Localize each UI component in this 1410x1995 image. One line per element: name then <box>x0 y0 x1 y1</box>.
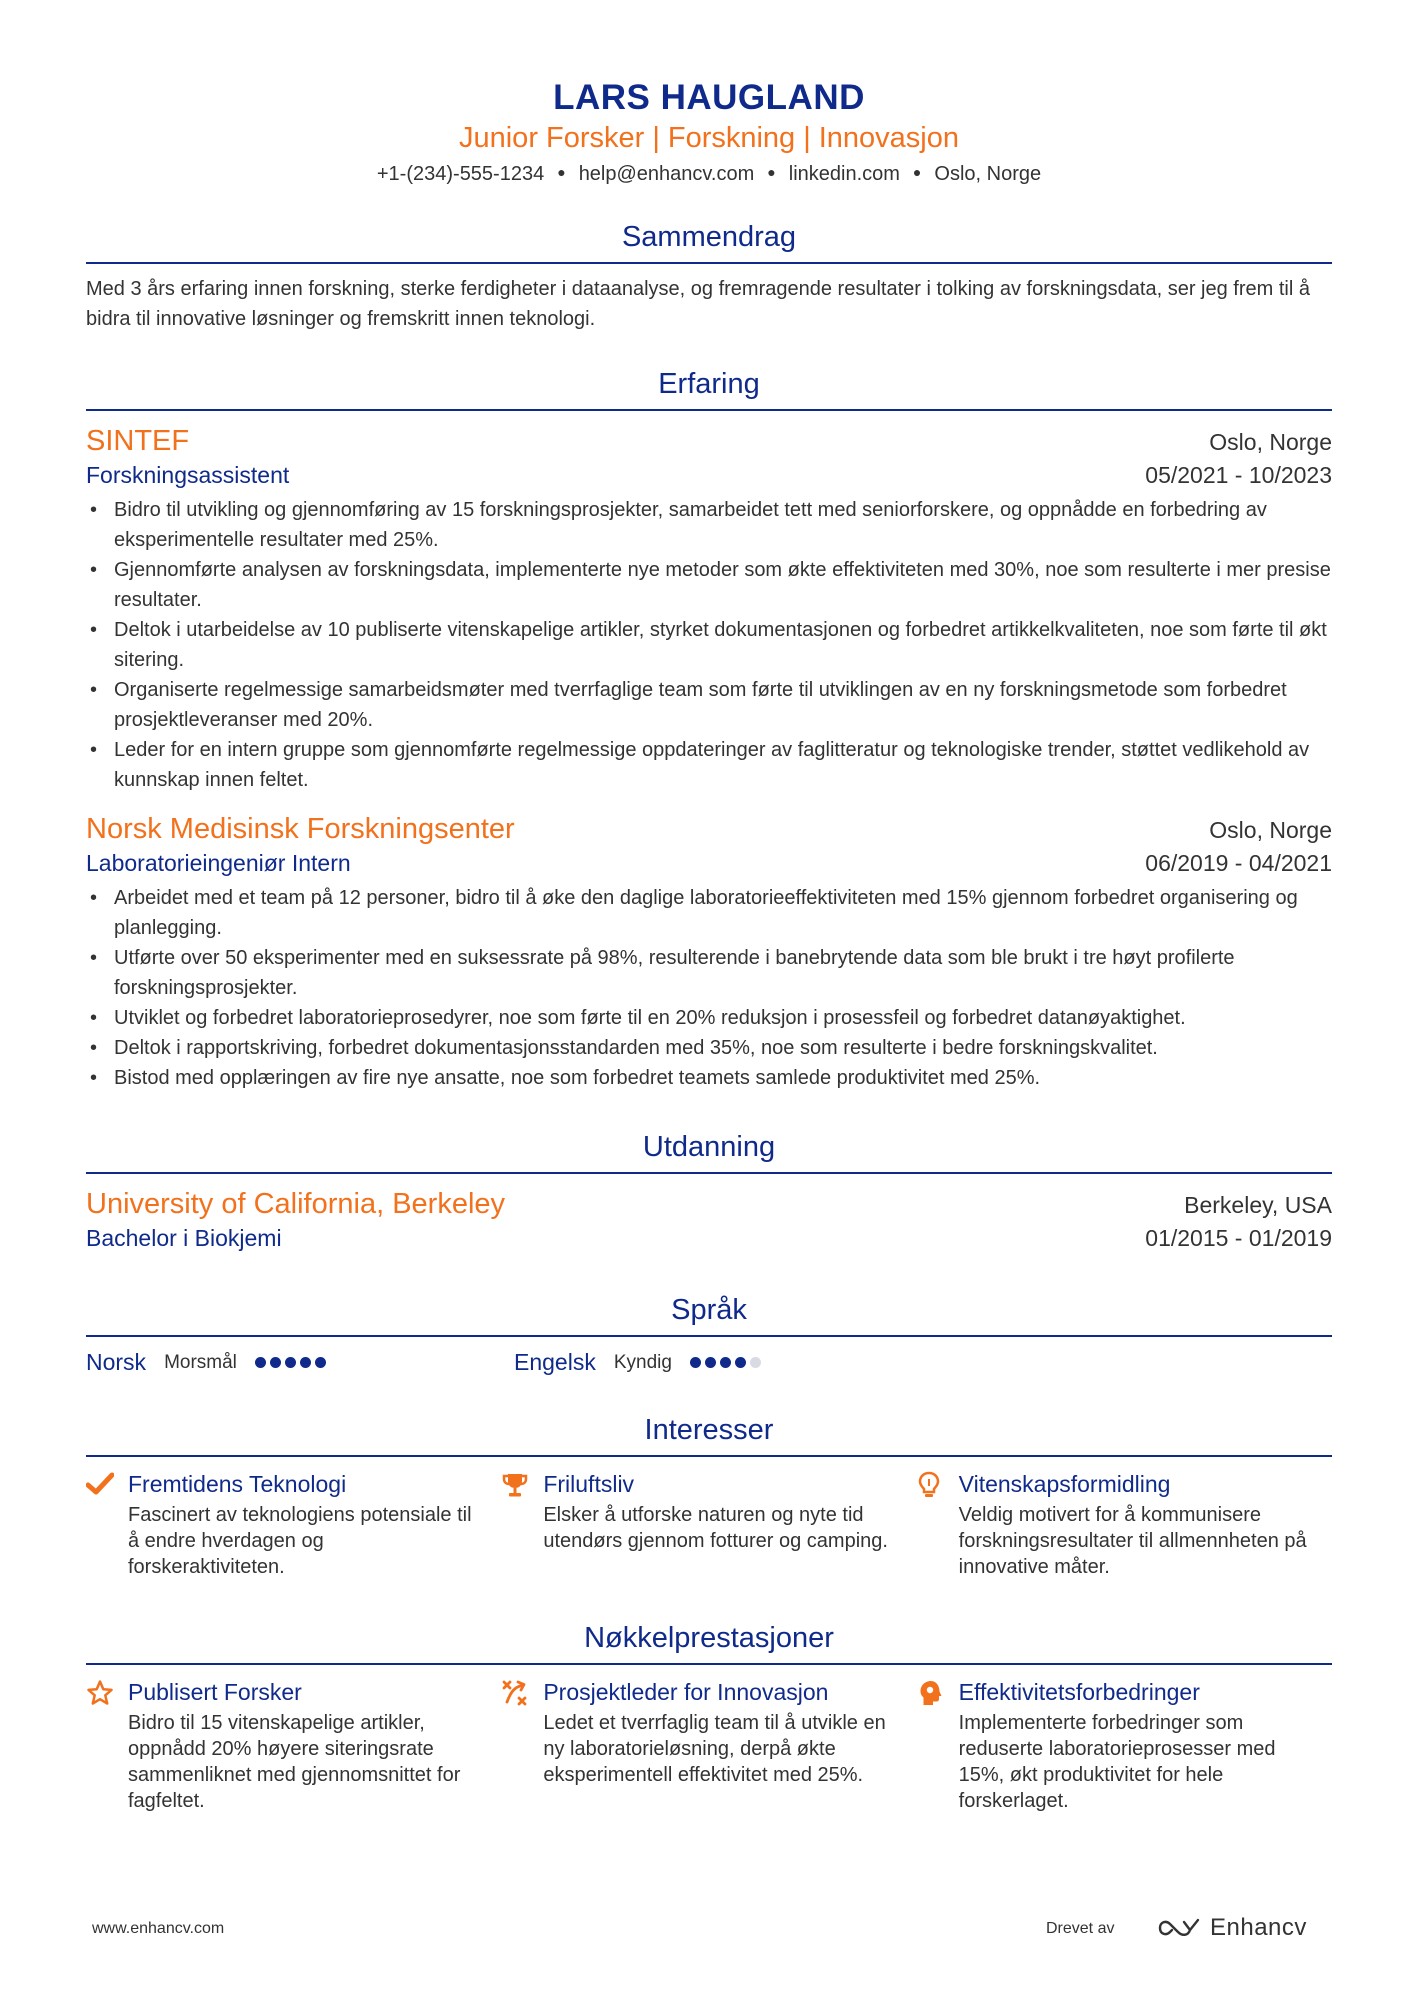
section-title: Interesser <box>86 1412 1332 1457</box>
lightbulb-icon <box>917 1469 959 1580</box>
strategy-icon <box>501 1677 543 1814</box>
achievement-desc: Ledet et tverrfaglig team til å utvikle en ny laboratorieløsning, derpå økte eksperimentell effektivitet med 25%. <box>543 1712 886 1786</box>
trophy-icon <box>501 1469 543 1580</box>
interests-section <box>86 1412 1332 1580</box>
proficiency-dots <box>255 1357 326 1368</box>
job-dates: 05/2021 - 10/2023 <box>1145 462 1332 488</box>
interest-desc: Veldig motivert for å kommunisere forskningsresultater til allmennheten på innovative måter. <box>958 1504 1307 1578</box>
phone: +1-(234)-555-1234 <box>376 163 545 185</box>
interest-desc: Elsker å utforske naturen og nyte tid utendørs gjennom fotturer og camping. <box>543 1504 888 1552</box>
proficiency-dot-filled <box>735 1357 746 1368</box>
job-entry <box>86 811 1332 1093</box>
achievements-section <box>86 1620 1332 1814</box>
bullet-item: • Utførte over 50 eksperimenter med en suksessrate på 98%, resulterende i banebrytende data som ble brukt i tre høyt profilerte forskningsprosjekter. <box>114 943 1332 1003</box>
headline-part: Forskning <box>667 122 796 154</box>
degree: Bachelor i Biokjemi <box>86 1225 282 1251</box>
achievement-title: Publisert Forsker <box>128 1679 302 1705</box>
check-icon <box>86 1469 128 1580</box>
company-name: SINTEF <box>86 425 190 457</box>
section-title: Språk <box>86 1292 1332 1337</box>
separator-dot: ● <box>767 164 776 180</box>
education-entry <box>86 1186 1332 1254</box>
job-role: Forskningsassistent <box>86 462 290 488</box>
languages-section <box>86 1292 1332 1376</box>
interest-item <box>86 1469 501 1580</box>
achievement-item <box>501 1677 916 1814</box>
enhancv-logo-icon <box>1156 1916 1202 1940</box>
achievement-title: Effektivitetsforbedringer <box>958 1679 1200 1705</box>
interest-desc: Fascinert av teknologiens potensiale til å endre hverdagen og forskeraktiviteten. <box>128 1504 472 1578</box>
bullet-item: • Leder for en intern gruppe som gjennomførte regelmessige oppdateringer av faglitteratur og teknologiske trender, støttet vedlikehold av kunnskap innen feltet. <box>114 735 1332 795</box>
school-name: University of California, Berkeley <box>86 1188 506 1220</box>
school-location: Berkeley, USA <box>1184 1192 1332 1218</box>
headline-separator: | <box>803 122 811 154</box>
language-level: Morsmål <box>164 1351 237 1373</box>
headline-part: Innovasjon <box>818 122 960 154</box>
bullet-item: • Organiserte regelmessige samarbeidsmøter med tverrfaglige team som førte til utviklingen av en ny forskningsmetode som forbedret prosjektleveranser med 20%. <box>114 675 1332 735</box>
proficiency-dot-empty <box>750 1357 761 1368</box>
powered-by-label: Drevet av <box>1046 1920 1115 1937</box>
resume-header <box>86 0 1332 189</box>
interest-item <box>917 1469 1332 1580</box>
job-role: Laboratorieingeniør Intern <box>86 850 351 876</box>
summary-section <box>86 219 1332 334</box>
location: Oslo, Norge <box>934 163 1042 185</box>
proficiency-dot-filled <box>690 1357 701 1368</box>
headline-part: Junior Forsker <box>458 122 645 154</box>
enhancv-brand-name: Enhancv <box>1210 1914 1307 1941</box>
headline-separator: | <box>652 122 660 154</box>
headline <box>86 120 1332 156</box>
company-name: Norsk Medisinsk Forskningsenter <box>86 813 515 845</box>
job-location: Oslo, Norge <box>1209 817 1332 843</box>
education-dates: 01/2015 - 01/2019 <box>1145 1225 1332 1251</box>
language-name: Norsk <box>86 1349 147 1375</box>
proficiency-dots <box>690 1357 761 1368</box>
proficiency-dot-filled <box>285 1357 296 1368</box>
footer-website-link[interactable]: www.enhancv.com <box>92 1920 225 1937</box>
job-bullets <box>86 883 1332 1093</box>
section-title: Sammendrag <box>86 219 1332 264</box>
language-name: Engelsk <box>514 1349 596 1375</box>
experience-section <box>86 366 1332 1093</box>
achievement-desc: Implementerte forbedringer som reduserte laboratorieprosesser med 15%, økt produktivitet for hele forskerlaget. <box>958 1712 1276 1812</box>
job-bullets <box>86 495 1332 795</box>
proficiency-dot-filled <box>315 1357 326 1368</box>
achievement-title: Prosjektleder for Innovasjon <box>543 1679 829 1705</box>
bullet-item: • Deltok i utarbeidelse av 10 publiserte vitenskapelige artikler, styrket dokumentasjonen og forbedret artikkelkvaliteten, noe som førte til økt sitering. <box>114 615 1332 675</box>
proficiency-dot-filled <box>705 1357 716 1368</box>
job-entry <box>86 423 1332 795</box>
separator-dot: ● <box>557 164 566 180</box>
bullet-item: • Utviklet og forbedret laboratorieprosedyrer, noe som førte til en 20% reduksjon i prosessfeil og forbedret datanøyaktighet. <box>114 1003 1332 1033</box>
resume-page <box>86 0 1332 1814</box>
bullet-item: • Bidro til utvikling og gjennomføring av 15 forskningsprosjekter, samarbeidet tett med seniorforskere, og oppnådde en forbedring av eksperimentelle resultater med 25%. <box>114 495 1332 555</box>
bullet-item: • Bistod med opplæringen av fire nye ansatte, noe som forbedret teamets samlede produktivitet med 25%. <box>114 1063 1332 1093</box>
achievement-item <box>917 1677 1332 1814</box>
bullet-item: • Deltok i rapportskriving, forbedret dokumentasjonsstandarden med 35%, noe som resulterte i bedre forskningskvalitet. <box>114 1033 1332 1063</box>
enhancv-logo[interactable] <box>1156 1914 1307 1942</box>
job-location: Oslo, Norge <box>1209 429 1332 455</box>
interest-title: Friluftsliv <box>543 1471 635 1497</box>
contact-line <box>86 160 1332 189</box>
section-title: Utdanning <box>86 1129 1332 1174</box>
candidate-name: LARS HAUGLAND <box>553 78 865 117</box>
proficiency-dot-filled <box>720 1357 731 1368</box>
bullet-item: • Gjennomførte analysen av forskningsdata, implementerte nye metoder som økte effektiviteten med 30%, noe som resulterte i mer presise resultater. <box>114 555 1332 615</box>
email-link[interactable]: help@enhancv.com <box>578 163 755 185</box>
education-section <box>86 1129 1332 1254</box>
proficiency-dot-filled <box>270 1357 281 1368</box>
language-item <box>86 1349 514 1376</box>
section-title: Erfaring <box>86 366 1332 411</box>
proficiency-dot-filled <box>300 1357 311 1368</box>
star-icon <box>86 1677 128 1814</box>
head-gear-icon <box>917 1677 959 1814</box>
achievement-item <box>86 1677 501 1814</box>
interest-item <box>501 1469 916 1580</box>
summary-text: Med 3 års erfaring innen forskning, sterke ferdigheter i dataanalyse, og fremragende resultater i tolking av forskningsdata, ser jeg frem til å bidra til innovative løsninger og fremskritt innen teknologi. <box>86 278 1310 330</box>
achievement-desc: Bidro til 15 vitenskapelige artikler, oppnådd 20% høyere siteringsrate sammenliknet med gjennomsnittet for fagfeltet. <box>128 1712 461 1812</box>
section-title: Nøkkelprestasjoner <box>86 1620 1332 1665</box>
language-level: Kyndig <box>613 1351 672 1373</box>
interest-title: Vitenskapsformidling <box>958 1471 1171 1497</box>
interest-title: Fremtidens Teknologi <box>128 1471 347 1497</box>
separator-dot: ● <box>912 164 922 180</box>
job-dates: 06/2019 - 04/2021 <box>1145 850 1332 876</box>
linkedin-link[interactable]: linkedin.com <box>788 163 900 185</box>
proficiency-dot-filled <box>255 1357 266 1368</box>
language-item <box>514 1349 942 1376</box>
bullet-item: • Arbeidet med et team på 12 personer, bidro til å øke den daglige laboratorieeffektiviteten med 15% gjennom forbedret organisering og planlegging. <box>114 883 1332 943</box>
